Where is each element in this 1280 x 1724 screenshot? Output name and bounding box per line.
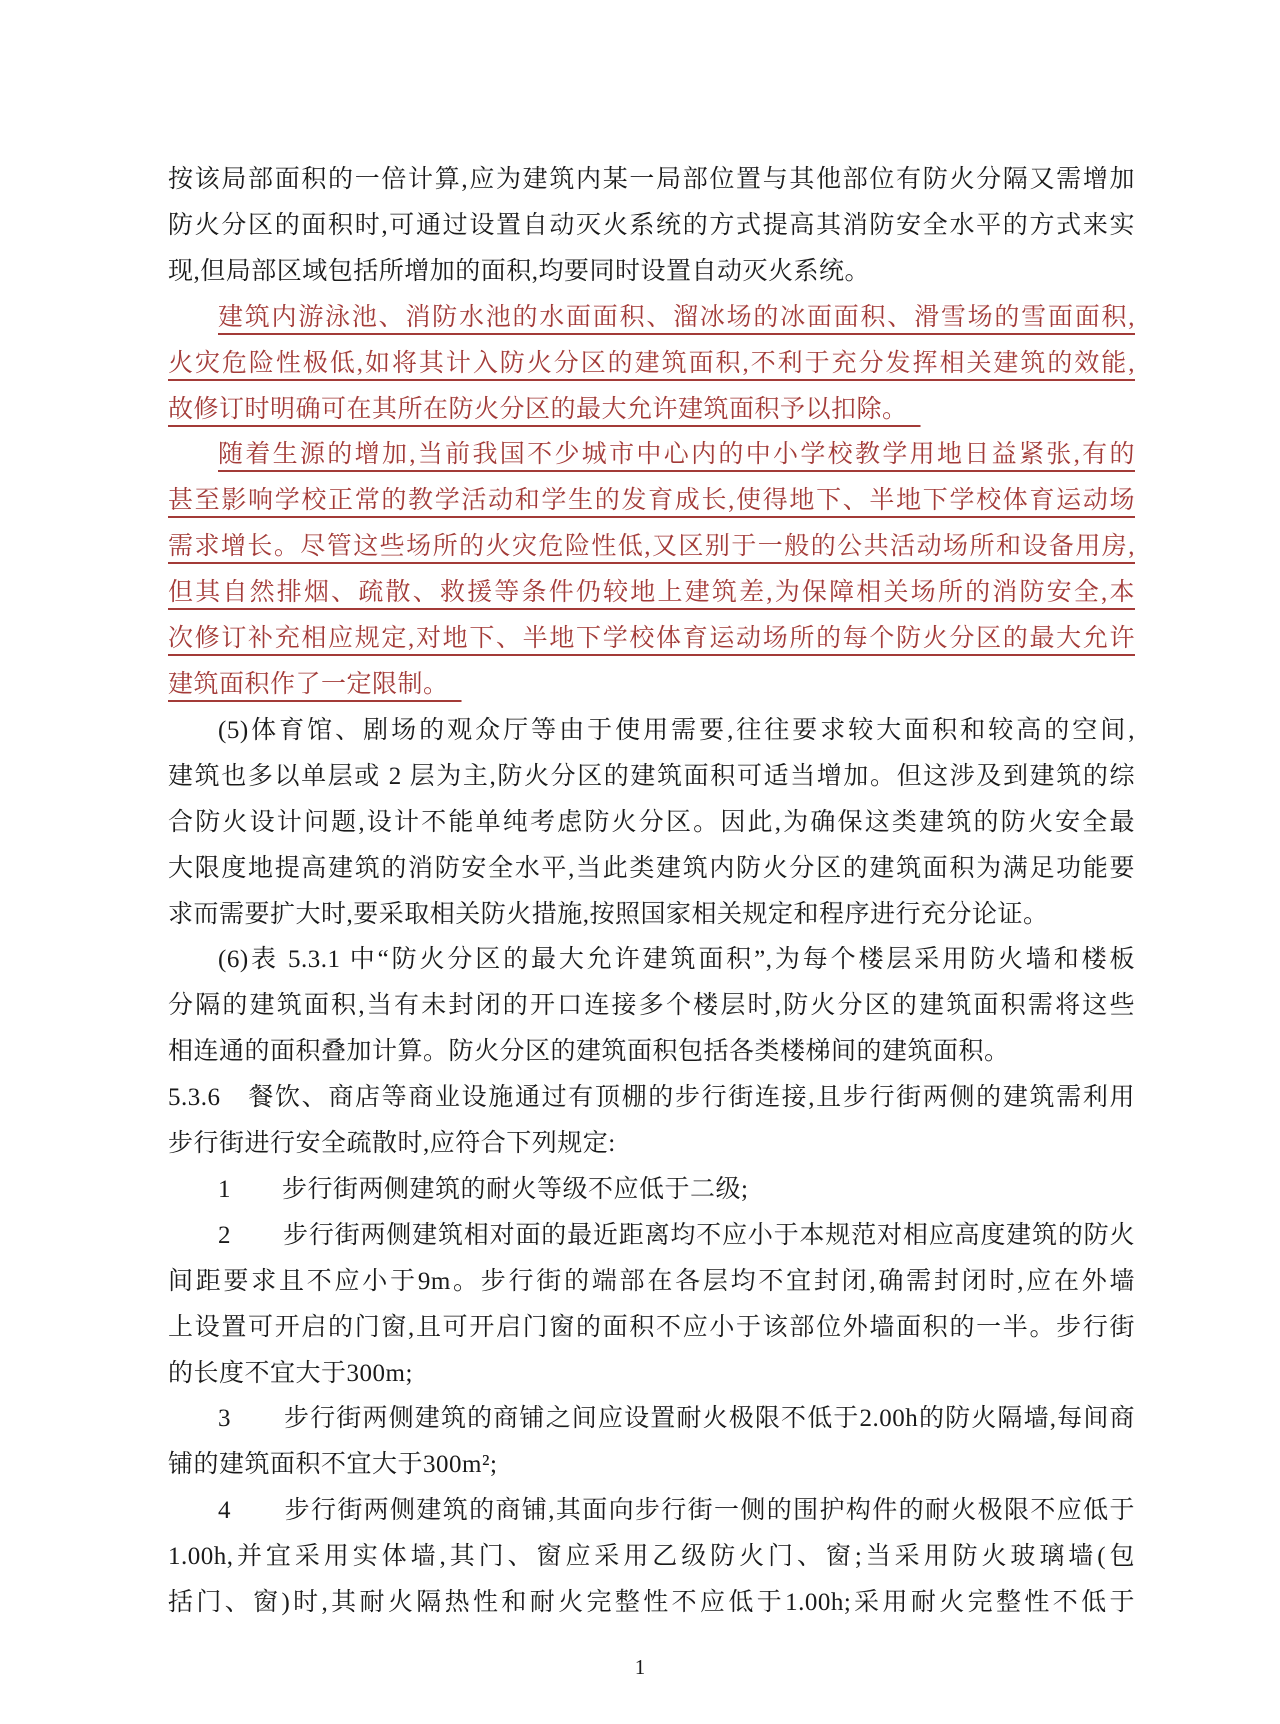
text-line: 故修订时明确可在其所在防火分区的最大允许建筑面积予以扣除。 [168,395,921,423]
text-line: 需求增长。尽管这些场所的火灾危险性低,又区别于一般的公共活动场所和设备用房, [168,533,1135,561]
text-line: 的长度不宜大于300m; [168,1359,413,1387]
text-line: 随着生源的增加,当前我国不少城市中心内的中小学校教学用地日益紧张,有的 [218,441,1135,469]
text-line: 铺的建筑面积不宜大于300m²; [168,1451,498,1479]
text-line: 间距要求且不应小于9m。步行街的端部在各层均不宜封闭,确需封闭时,应在外墙 [168,1267,1135,1295]
text-line: 但其自然排烟、疏散、救援等条件仍较地上建筑差,为保障相关场所的消防安全,本 [168,579,1135,607]
text-line: 3 步行街两侧建筑的商铺之间应设置耐火极限不低于2.00h的防火隔墙,每间商 [218,1405,1135,1433]
text-line: 步行街进行安全疏散时,应符合下列规定: [168,1130,616,1158]
text-line: 建筑面积作了一定限制。 [168,670,462,698]
text-line: 甚至影响学校正常的教学活动和学生的发育成长,使得地下、半地下学校体育运动场 [168,487,1135,515]
text-line: 求而需要扩大时,要采取相关防火措施,按照国家相关规定和程序进行充分论证。 [168,900,1049,928]
text-line: 按该局部面积的一倍计算,应为建筑内某一局部位置与其他部位有防火分隔又需增加 [168,166,1135,193]
text-line: (6)表 5.3.1 中“防火分区的最大允许建筑面积”,为每个楼层采用防火墙和楼板 [218,946,1135,974]
text-line: (5)体育馆、剧场的观众厅等由于使用需要,往往要求较大面积和较高的空间, [218,716,1135,744]
text-line: 建筑内游泳池、消防水池的水面面积、溜冰场的冰面面积、滑雪场的雪面面积, [218,303,1135,331]
text-line: 建筑也多以单层或 2 层为主,防火分区的建筑面积可适当增加。但这涉及到建筑的综 [168,762,1135,790]
text-line: 合防火设计问题,设计不能单纯考虑防火分区。因此,为确保这类建筑的防火安全最 [168,808,1135,836]
text-line: 2 步行街两侧建筑相对面的最近距离均不应小于本规范对相应高度建筑的防火 [218,1221,1135,1249]
text-line: 次修订补充相应规定,对地下、半地下学校体育运动场所的每个防火分区的最大允许 [168,625,1135,653]
text-line: 大限度地提高建筑的消防安全水平,当此类建筑内防火分区的建筑面积为满足功能要 [168,854,1135,882]
text-line: 火灾危险性极低,如将其计入防火分区的建筑面积,不利于充分发挥相关建筑的效能, [168,349,1135,377]
text-line: 1.00h,并宜采用实体墙,其门、窗应采用乙级防火门、窗;当采用防火玻璃墙(包 [168,1543,1135,1571]
text-line: 4 步行街两侧建筑的商铺,其面向步行街一侧的围护构件的耐火极限不应低于 [218,1497,1135,1525]
text-line: 上设置可开启的门窗,且可开启门窗的面积不应小于该部位外墙面积的一半。步行街 [168,1313,1135,1341]
document-body [168,157,1135,1626]
text-line: 防火分区的面积时,可通过设置自动灭火系统的方式提高其消防安全水平的方式来实 [168,211,1135,239]
text-line: 5.3.6 餐饮、商店等商业设施通过有顶棚的步行街连接,且步行街两侧的建筑需利用 [168,1084,1135,1112]
text-line: 1 步行街两侧建筑的耐火等级不应低于二级; [218,1175,749,1203]
text-line: 相连通的面积叠加计算。防火分区的建筑面积包括各类楼梯间的建筑面积。 [168,1038,1010,1066]
text-line: 分隔的建筑面积,当有未封闭的开口连接多个楼层时,防火分区的建筑面积需将这些 [168,992,1135,1020]
text-line: 现,但局部区域包括所增加的面积,均要同时设置自动灭火系统。 [168,257,871,285]
text-line: 括门、窗)时,其耐火隔热性和耐火完整性不应低于1.00h;采用耐火完整性不低于 [168,1589,1135,1617]
page-number: 1 [634,1655,646,1679]
